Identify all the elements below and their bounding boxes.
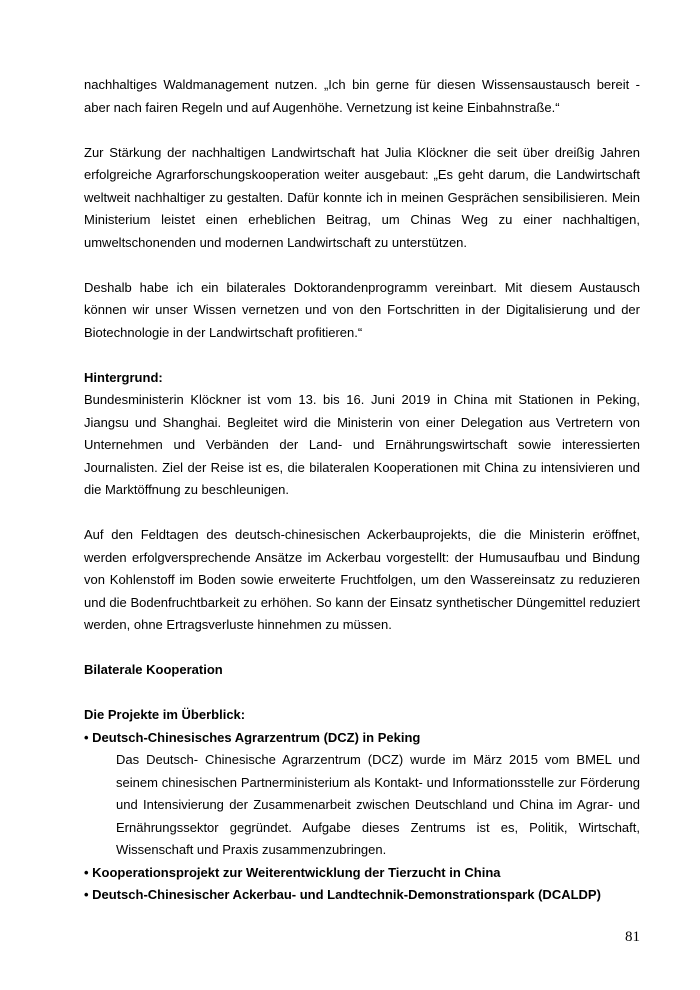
heading-bilaterale-kooperation: Bilaterale Kooperation bbox=[84, 662, 223, 677]
paragraph-gap bbox=[84, 254, 640, 277]
paragraph-gap bbox=[84, 119, 640, 142]
heading-hintergrund: Hintergrund: bbox=[84, 369, 163, 385]
bullet-dcz: • Deutsch-Chinesisches Agrarzentrum (DCZ) in Peking bbox=[84, 729, 421, 745]
bullet-dcaldp: • Deutsch-Chinesischer Ackerbau- und Landtechnik-Demonstrationspark (DCALDP) bbox=[84, 887, 601, 902]
paragraph-gap bbox=[84, 682, 640, 705]
paragraph-doktorandenprogramm: Deshalb habe ich ein bilaterales Doktorandenprogramm vereinbart. Mit diesem Austausch können wir unser Wissen vernetzen und von den Fortschritten in der Digitalisierung und der Biotechnologie in der Landwirtschaft profitieren.“ bbox=[84, 279, 640, 340]
paragraph-reise: Bundesministerin Klöckner ist vom 13. bis 16. Juni 2019 in China mit Stationen in Peking, Jiangsu und Shanghai. Begleitet wird die Ministerin von einer Delegation aus Vertretern von Unternehmen und Verbänden der Land- und Ernährungswirtschaft sowie interessierten Journalisten. Ziel der Reise ist es, die bilateralen Kooperationen mit China zu intensivieren und die Marktöffnung zu beschleunigen. bbox=[84, 392, 640, 497]
heading-projekte-ueberblick: Die Projekte im Überblick: bbox=[84, 707, 246, 722]
paragraph-gap bbox=[84, 344, 640, 367]
document-body bbox=[84, 74, 640, 907]
paragraph-feldtage: Auf den Feldtagen des deutsch-chinesischen Ackerbauprojekts, die die Ministerin eröffnet, werden erfolgversprechende Ansätze im Ackerbau vorgestellt: der Humusaufbau und Bindung von Kohlenstoff im Boden sowie erweiterte Fruchtfolgen, um den Wassereinsatz zu reduzieren und die Bodenfruchtbarkeit zu erhöhen. So kann der Einsatz synthetischer Düngemittel reduziert werden, ohne Ertragsverluste hinnehmen zu müssen. bbox=[84, 527, 640, 632]
paragraph-nachhaltige-landwirtschaft: Zur Stärkung der nachhaltigen Landwirtschaft hat Julia Klöckner die seit über dreißig Jahren erfolgreiche Agrarforschungskooperation weiter ausgebaut: „Es geht darum, die Landwirtschaft weltweit nachhaltiger zu gestalten. Dafür konnte ich in meinen Gesprächen sensibilisieren. Mein Ministerium leistet einen erheblichen Beitrag, um Chinas Weg zu einer nachhaltigen, umweltschonenden und modernen Landwirtschaft zu unterstützen. bbox=[84, 144, 640, 250]
paragraph-gap bbox=[84, 637, 640, 660]
paragraph-dcz-description: Das Deutsch- Chinesische Agrarzentrum (DCZ) wurde im März 2015 vom BMEL und seinem chinesischen Partnerministerium als Kontakt- und Informationsstelle zur Förderung und Intensivierung der Zusammenarbeit zwischen Deutschland und China im Agrar- und Ernährungssektor gegründet. Aufgabe dieses Zentrums ist es, Politik, Wirtschaft, Wissenschaft und Praxis zusammenzubringen. bbox=[116, 752, 640, 857]
bullet-tierzucht: • Kooperationsprojekt zur Weiterentwicklung der Tierzucht in China bbox=[84, 864, 501, 880]
paragraph-waldmanagement: nachhaltiges Waldmanagement nutzen. „Ich bin gerne für diesen Wissensaustausch bereit - aber nach fairen Regeln und auf Augenhöhe. Vernetzung ist keine Einbahnstraße.“ bbox=[84, 77, 640, 115]
page-number: 81 bbox=[625, 929, 640, 945]
paragraph-gap bbox=[84, 502, 640, 525]
